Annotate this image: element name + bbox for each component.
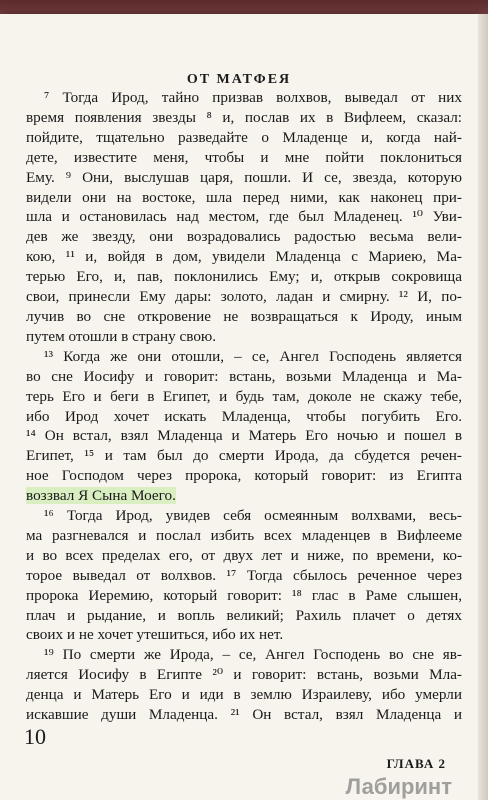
text-line-content: воззвал Я Сына Моего.	[26, 487, 176, 505]
text-line-content: и во всех пределах его, от двух лет и ниже, по времени, ко-	[26, 546, 462, 564]
text-line-content: Ему. ⁹ Они, выслушав царя, пошли. И се, звезда, которую	[26, 168, 462, 186]
text-line	[26, 327, 462, 347]
running-header: ОТ МАТФЕЯ	[186, 72, 292, 87]
text-line-content: видели они на востоке, шла перед ними, как наконец при-	[26, 188, 462, 206]
text-line	[26, 606, 462, 626]
text-line	[26, 148, 462, 168]
text-line	[26, 188, 462, 208]
text-line	[26, 665, 462, 685]
text-line-content: ное Господом через пророка, который говорит: из Египта	[26, 467, 462, 485]
text-line-content: лучив во сне откровение не возвращаться к Ироду, иным	[26, 307, 462, 325]
text-line	[26, 705, 462, 725]
text-line-content: ¹⁹ По смерти же Ирода, – се, Ангел Господень во сне яв-	[44, 646, 462, 664]
text-line	[26, 486, 462, 506]
scripture-text	[26, 88, 462, 725]
text-line	[26, 506, 462, 526]
text-line-content: дете, известите меня, чтобы и мне пойти поклониться	[26, 148, 462, 166]
text-line	[26, 526, 462, 546]
text-line-content: Египет, ¹⁵ и там был до смерти Ирода, да сбудется речен-	[26, 447, 462, 465]
text-line	[26, 108, 462, 128]
text-line	[26, 387, 462, 407]
labirint-watermark: Лабиринт	[345, 774, 452, 799]
text-line-content: пойдите, тщательно разведайте о Младенце и, когда най-	[26, 128, 462, 146]
page-number: 10	[24, 724, 46, 749]
text-line-content: своих и не хочет утешиться, ибо их нет.	[26, 626, 284, 644]
text-line	[26, 247, 462, 267]
text-line-content: денца и Матерь Его и иди в землю Израилеву, ибо умерли	[26, 686, 462, 704]
text-line	[26, 367, 462, 387]
text-line-content: во сне Иосифу и говорит: встань, возьми Младенца и Ма-	[26, 367, 462, 385]
chapter-label: ГЛАВА 2	[386, 756, 446, 771]
text-line-content: кою, ¹¹ и, войдя в дом, увидели Младенца с Мариею, Ма-	[26, 248, 462, 266]
text-line	[26, 227, 462, 247]
text-line	[26, 407, 462, 427]
page-edge-shadow	[478, 14, 488, 800]
text-line-content: путем отошли в страну свою.	[26, 327, 217, 345]
text-line-content: терью Его, и, пав, поклонились Ему; и, открыв сокровища	[26, 268, 462, 286]
text-line-content: ¹⁴ Он встал, взял Младенца и Матерь Его ночью и пошел в	[26, 427, 462, 445]
text-line-content: ма разгневался и послал избить всех младенцев в Вифлееме	[26, 526, 462, 544]
text-line-content: ⁷ Тогда Ирод, тайно призвав волхвов, выведал от них	[44, 89, 462, 106]
text-line	[26, 546, 462, 566]
text-line	[26, 267, 462, 287]
text-line	[26, 645, 462, 665]
text-line	[26, 426, 462, 446]
text-line-content: свои, принесли Ему дары: золото, ладан и смирну. ¹² И, по-	[26, 288, 462, 306]
text-line	[26, 88, 462, 108]
text-line	[26, 168, 462, 188]
text-line	[26, 466, 462, 486]
text-line-content: ляется Иосифу в Египте ²⁰ и говорит: встань, возьми Мла-	[26, 666, 462, 684]
text-line-content: торое выведал от волхвов. ¹⁷ Тогда сбылось реченное через	[26, 566, 462, 584]
text-line-content: ¹³ Когда же они отошли, – се, Ангел Господень является	[44, 347, 462, 365]
text-line-content: ибо Ирод хочет искать Младенца, чтобы погубить Его.	[26, 407, 462, 425]
text-line	[26, 586, 462, 606]
text-line	[26, 566, 462, 586]
text-line-content: терь Его и беги в Египет, и будь там, доколе не скажу тебе,	[26, 387, 462, 405]
text-line	[26, 446, 462, 466]
text-line	[26, 685, 462, 705]
text-line	[26, 347, 462, 367]
text-line	[26, 207, 462, 227]
text-line-content: дев же звезду, они возрадовались радостью весьма вели-	[26, 228, 462, 246]
book-page	[0, 14, 478, 800]
text-line-content: шла и остановилась над местом, где был Младенец. ¹⁰ Уви-	[26, 208, 462, 226]
text-line	[26, 287, 462, 307]
text-line-content: ¹⁶ Тогда Ирод, увидев себя осмеянным волхвами, весь-	[44, 507, 462, 525]
text-line	[26, 625, 462, 645]
text-line-content: время появления звезды ⁸ и, послав их в Вифлеем, сказал:	[26, 108, 462, 126]
text-line	[26, 128, 462, 148]
text-line	[26, 307, 462, 327]
text-line-content: искавшие души Младенца. ²¹ Он встал, взял Младенца и	[26, 706, 462, 724]
text-line-content: плач и рыдание, и вопль великий; Рахиль плачет о детях	[26, 606, 462, 624]
text-line-content: пророка Иеремию, который говорит: ¹⁸ глас в Раме слышен,	[26, 586, 462, 604]
